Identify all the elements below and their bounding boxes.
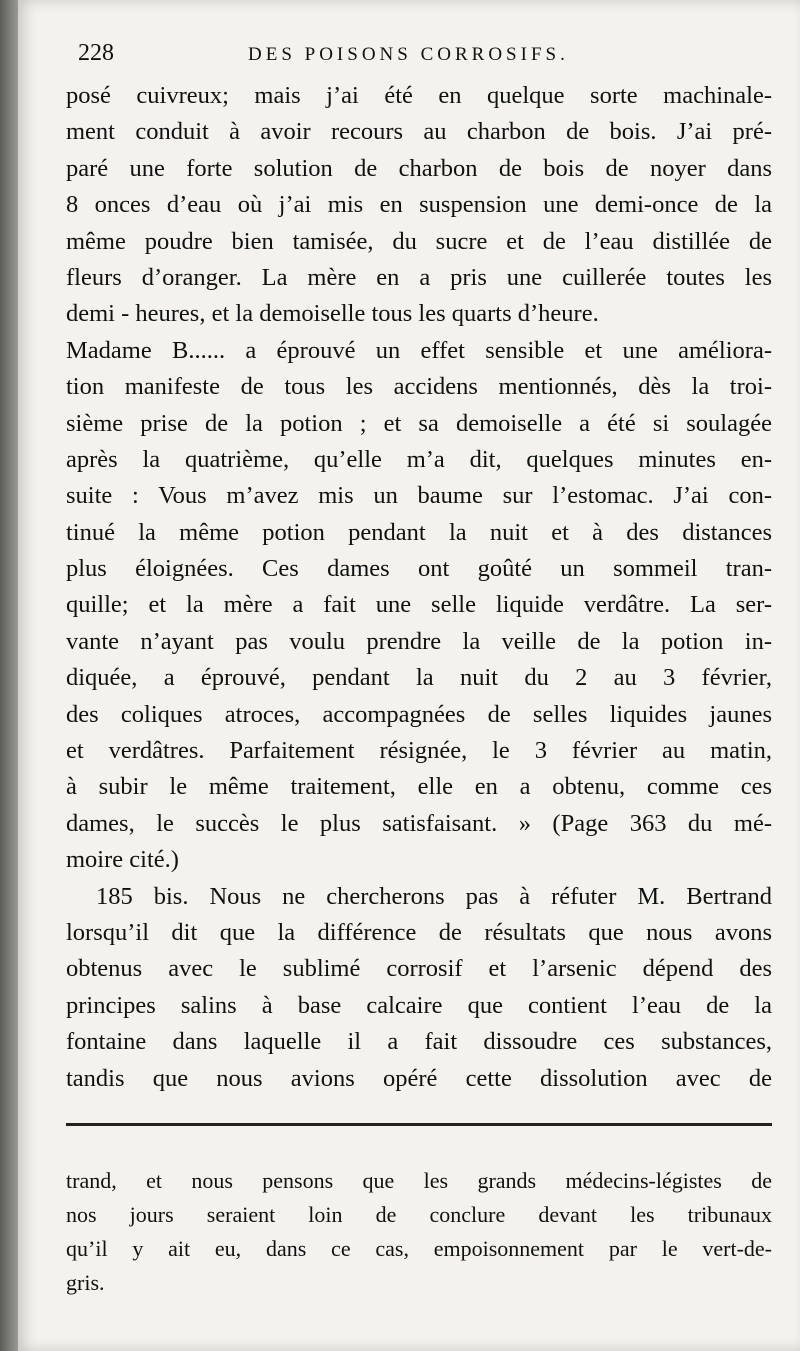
book-page <box>18 0 800 1351</box>
text-line: 8 onces d’eau où j’ai mis en suspension une demi-once de la <box>66 191 772 219</box>
text-line: tinué la même potion pendant la nuit et à des distances <box>66 518 772 546</box>
body-text <box>66 78 772 1097</box>
text-line: des coliques atroces, accompagnées de selles liquides jaunes <box>66 700 772 728</box>
page-number: 228 <box>78 40 114 66</box>
footnote-line: gris. <box>66 1270 105 1295</box>
page-gutter-shadow <box>0 0 18 1351</box>
text-line: plus éloignées. Ces dames ont goûté un sommeil tran- <box>66 555 772 583</box>
footnote <box>66 1164 772 1300</box>
text-line: sième prise de la potion ; et sa demoiselle a été si soulagée <box>66 409 772 437</box>
text-line: lorsqu’il dit que la différence de résultats que nous avons <box>66 918 772 946</box>
text-line: posé cuivreux; mais j’ai été en quelque sorte machinale- <box>66 82 772 109</box>
text-line: tion manifeste de tous les accidens mentionnés, dès la troi- <box>66 373 772 401</box>
text-line: fleurs d’oranger. La mère en a pris une cuillerée toutes les <box>66 263 772 291</box>
text-line: principes salins à base calcaire que contient l’eau de la <box>66 991 772 1019</box>
text-line: fontaine dans laquelle il a fait dissoudre ces substances, <box>66 1028 772 1056</box>
footnote-line: trand, et nous pensons que les grands médecins-légistes de <box>66 1168 772 1193</box>
text-line: tandis que nous avions opéré cette dissolution avec de <box>66 1064 772 1092</box>
text-line: obtenus avec le sublimé corrosif et l’arsenic dépend des <box>66 955 772 983</box>
text-line: et verdâtres. Parfaitement résignée, le 3 février au matin, <box>66 737 772 765</box>
text-line: diquée, a éprouvé, pendant la nuit du 2 au 3 février, <box>66 664 772 692</box>
footnote-line: nos jours seraient loin de conclure devant les tribunaux <box>66 1202 772 1227</box>
text-line: paré une forte solution de charbon de bois de noyer dans <box>66 154 772 182</box>
text-line: suite : Vous m’avez mis un baume sur l’estomac. J’ai con- <box>66 482 772 510</box>
text-line: 185 bis. Nous ne chercherons pas à réfuter M. Bertrand <box>96 882 772 910</box>
text-line: Madame B...... a éprouvé un effet sensible et une améliora- <box>66 336 772 364</box>
text-line: moire cité.) <box>66 846 179 874</box>
footnote-divider <box>66 1123 772 1126</box>
text-line: à subir le même traitement, elle en a obtenu, comme ces <box>66 773 772 801</box>
text-line: dames, le succès le plus satisfaisant. » (Page 363 du mé- <box>66 809 772 837</box>
text-line: ment conduit à avoir recours au charbon de bois. J’ai pré- <box>66 118 772 146</box>
page-header <box>78 40 778 70</box>
text-line: vante n’ayant pas voulu prendre la veille de la potion in- <box>66 627 772 655</box>
text-line: demi - heures, et la demoiselle tous les quarts d’heure. <box>66 300 599 328</box>
footnote-line: qu’il y ait eu, dans ce cas, empoisonnement par le vert-de- <box>66 1236 772 1261</box>
text-line: quille; et la mère a fait une selle liquide verdâtre. La ser- <box>66 591 772 619</box>
text-line: même poudre bien tamisée, du sucre et de l’eau distillée de <box>66 227 772 255</box>
text-line: après la quatrième, qu’elle m’a dit, quelques minutes en- <box>66 445 772 473</box>
running-title: DES POISONS CORROSIFS. <box>248 44 569 65</box>
